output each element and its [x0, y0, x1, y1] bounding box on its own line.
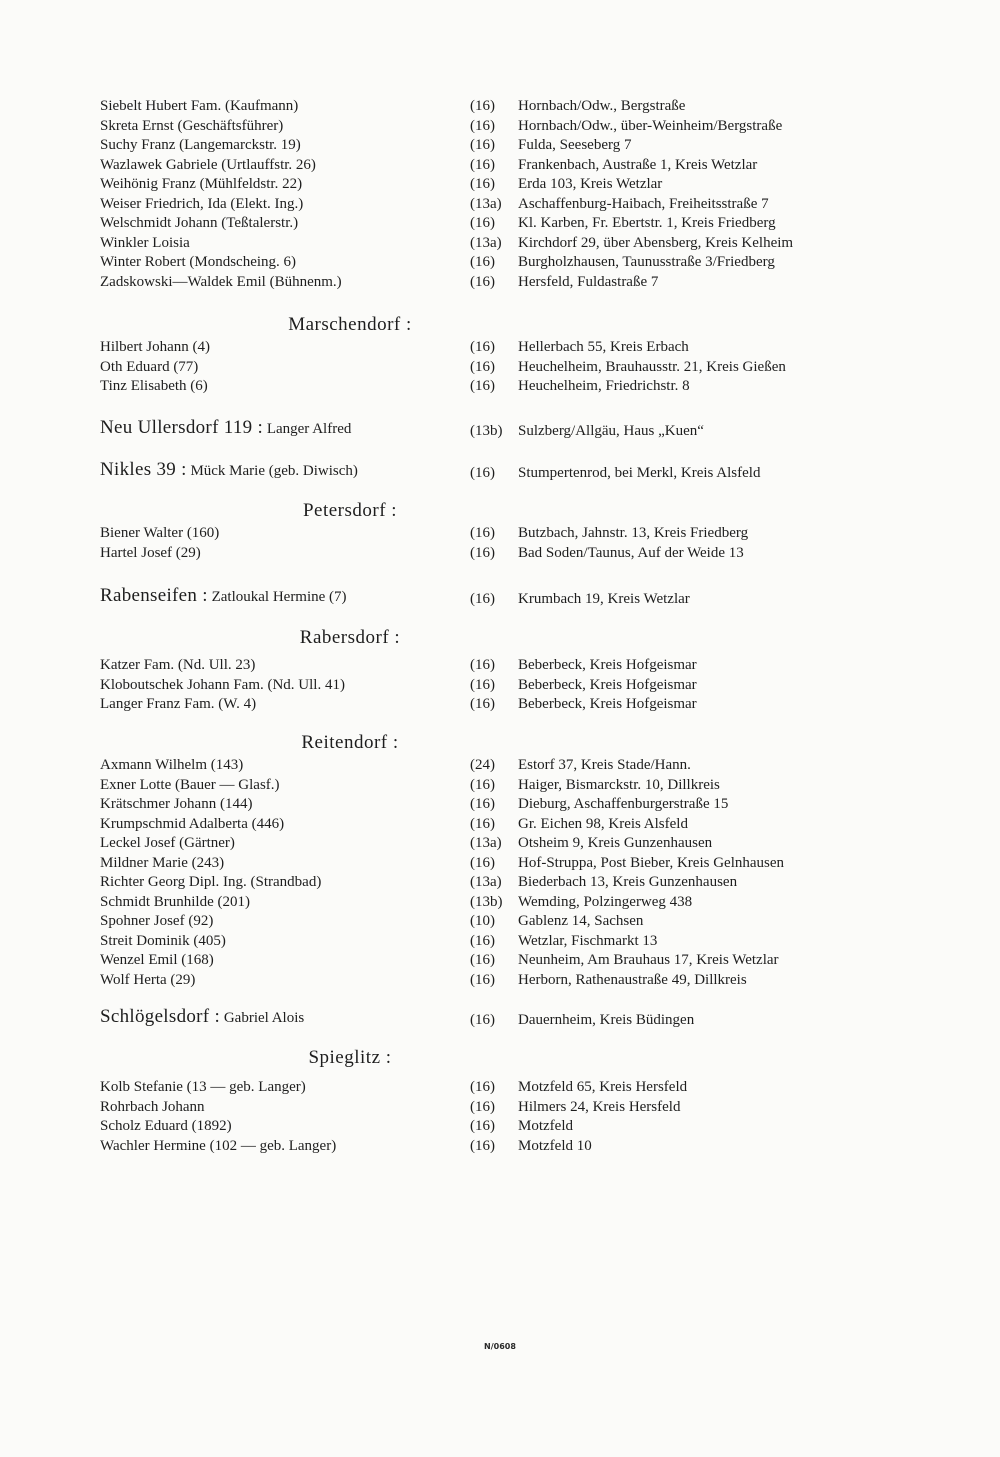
postal-zone: (16) — [470, 98, 495, 114]
postal-zone: (16) — [470, 1137, 495, 1154]
entry-row — [0, 931, 1000, 951]
postal-zone: (16) — [470, 657, 495, 673]
person-name: Biener Walter (160) — [100, 525, 220, 541]
postal-zone: (16) — [470, 696, 495, 712]
postal-zone: (16) — [470, 137, 495, 153]
postal-zone: (16) — [470, 796, 495, 812]
address: Erda 103, Kreis Wetzlar — [518, 176, 663, 192]
section-heading: Petersdorf : — [302, 500, 398, 521]
postal-zone: (16) — [470, 1012, 495, 1028]
address: Dieburg, Aschaffenburgerstraße 15 — [518, 796, 729, 812]
postal-zone: (16) — [470, 815, 495, 832]
place-name: Rabenseifen : — [100, 585, 208, 606]
address: Beberbeck, Kreis Hofgeismar — [518, 696, 697, 712]
person-name: Winter Robert (Mondscheing. 6) — [100, 254, 297, 270]
postal-zone: (16) — [470, 273, 495, 290]
person-name: Suchy Franz (Langemarckstr. 19) — [100, 137, 301, 153]
entry-row — [0, 872, 1000, 892]
address: Dauernheim, Kreis Büdingen — [518, 1012, 695, 1028]
postal-zone: (16) — [470, 339, 495, 355]
entry-row — [0, 694, 1000, 714]
person-name: Scholz Eduard (1892) — [100, 1118, 232, 1134]
person-name: Rohrbach Johann — [100, 1098, 205, 1115]
postal-zone: (13a) — [470, 835, 502, 851]
section-heading: Spieglitz : — [308, 1047, 392, 1068]
address: Wemding, Polzingerweg 438 — [518, 893, 693, 910]
postal-zone: (16) — [470, 358, 495, 375]
place-entry — [100, 586, 347, 607]
person-name: Zatloukal Hermine (7) — [211, 589, 347, 605]
address: Hornbach/Odw., Bergstraße — [518, 98, 686, 114]
person-name: Kolb Stefanie (13 — geb. Langer) — [100, 1079, 306, 1095]
section-heading: Marschendorf : — [288, 314, 412, 335]
postal-zone: (13a) — [470, 195, 502, 212]
place-entry-row — [0, 1007, 1000, 1031]
person-name: Langer Alfred — [266, 421, 352, 437]
place-entry — [100, 418, 351, 439]
person-name: Schmidt Brunhilde (201) — [100, 893, 250, 910]
entry-row — [0, 970, 1000, 990]
postal-zone: (10) — [470, 913, 495, 929]
address: Sulzberg/Allgäu, Haus „Kuen“ — [518, 423, 704, 439]
entry-row — [0, 675, 1000, 695]
address: Fulda, Seeseberg 7 — [518, 137, 632, 153]
entry-row — [0, 337, 1000, 357]
postal-zone: (16) — [470, 1098, 495, 1115]
entry-row — [0, 950, 1000, 970]
person-name: Weiser Friedrich, Ida (Elekt. Ing.) — [100, 195, 304, 212]
place-name: Nikles 39 : — [100, 459, 187, 480]
postal-zone: (16) — [470, 932, 495, 949]
entry-row — [0, 911, 1000, 931]
postal-zone: (13b) — [470, 423, 503, 439]
postal-zone: (16) — [470, 465, 495, 481]
postal-zone: (16) — [470, 952, 495, 968]
entry-row — [0, 1077, 1000, 1097]
address: Otsheim 9, Kreis Gunzenhausen — [518, 835, 713, 851]
address: Hersfeld, Fuldastraße 7 — [518, 273, 659, 290]
postal-zone: (16) — [470, 525, 495, 541]
address: Biederbach 13, Kreis Gunzenhausen — [518, 874, 738, 890]
postal-zone: (16) — [470, 176, 495, 192]
entry-row — [0, 376, 1000, 396]
person-name: Zadskowski—Waldek Emil (Bühnenm.) — [100, 273, 342, 290]
place-entry — [100, 1007, 304, 1028]
postal-zone: (16) — [470, 544, 495, 561]
person-name: Exner Lotte (Bauer — Glasf.) — [100, 776, 280, 793]
postal-zone: (16) — [470, 378, 495, 394]
postal-zone: (16) — [470, 215, 495, 231]
person-name: Wolf Herta (29) — [100, 971, 196, 988]
entry-row — [0, 794, 1000, 814]
entry-row — [0, 155, 1000, 175]
person-name: Wazlawek Gabriele (Urtlauffstr. 26) — [100, 156, 316, 173]
postal-zone: (16) — [470, 676, 495, 693]
entry-row — [0, 543, 1000, 563]
address: Bad Soden/Taunus, Auf der Weide 13 — [518, 544, 744, 561]
address: Beberbeck, Kreis Hofgeismar — [518, 676, 697, 693]
address: Aschaffenburg-Haibach, Freiheitsstraße 7 — [518, 195, 769, 212]
address: Stumpertenrod, bei Merkl, Kreis Alsfeld — [518, 465, 761, 481]
postal-zone: (16) — [470, 1118, 495, 1134]
person-name: Katzer Fam. (Nd. Ull. 23) — [100, 657, 256, 673]
address: Hornbach/Odw., über-Weinheim/Bergstraße — [518, 117, 783, 134]
postal-zone: (13a) — [470, 874, 502, 890]
entry-row — [0, 194, 1000, 214]
person-name: Welschmidt Johann (Teßtalerstr.) — [100, 215, 299, 231]
address: Gr. Eichen 98, Kreis Alsfeld — [518, 815, 688, 832]
entry-row — [0, 853, 1000, 873]
person-name: Tinz Elisabeth (6) — [100, 378, 208, 394]
entry-row — [0, 655, 1000, 675]
person-name: Kloboutschek Johann Fam. (Nd. Ull. 41) — [100, 676, 345, 693]
entry-row — [0, 96, 1000, 116]
address: Neunheim, Am Brauhaus 17, Kreis Wetzlar — [518, 952, 779, 968]
person-name: Leckel Josef (Gärtner) — [100, 835, 235, 851]
address: Estorf 37, Kreis Stade/Hann. — [518, 757, 691, 773]
address: Hellerbach 55, Kreis Erbach — [518, 339, 689, 355]
entry-row — [0, 1136, 1000, 1156]
address: Frankenbach, Austraße 1, Kreis Wetzlar — [518, 156, 758, 173]
page-code: N/0608 — [484, 1342, 516, 1351]
person-name: Wachler Hermine (102 — geb. Langer) — [100, 1137, 337, 1154]
postal-zone: (16) — [470, 971, 495, 988]
person-name: Siebelt Hubert Fam. (Kaufmann) — [100, 98, 299, 114]
address: Hof-Struppa, Post Bieber, Kreis Gelnhausen — [518, 854, 785, 871]
place-entry — [100, 460, 358, 481]
postal-zone: (16) — [470, 776, 495, 793]
entry-row — [0, 233, 1000, 253]
entry-row — [0, 174, 1000, 194]
person-name: Oth Eduard (77) — [100, 358, 199, 375]
address: Beberbeck, Kreis Hofgeismar — [518, 657, 697, 673]
person-name: Hilbert Johann (4) — [100, 339, 210, 355]
person-name: Axmann Wilhelm (143) — [100, 757, 244, 773]
entry-row — [0, 892, 1000, 912]
postal-zone: (24) — [470, 757, 495, 773]
entry-row — [0, 357, 1000, 377]
person-name: Krumpschmid Adalberta (446) — [100, 815, 285, 832]
person-name: Spohner Josef (92) — [100, 913, 214, 929]
address: Kl. Karben, Fr. Ebertstr. 1, Kreis Friedberg — [518, 215, 776, 231]
address: Heuchelheim, Brauhausstr. 21, Kreis Gießen — [518, 358, 786, 375]
person-name: Hartel Josef (29) — [100, 544, 201, 561]
entry-row — [0, 135, 1000, 155]
section-heading: Rabersdorf : — [299, 627, 401, 648]
person-name: Langer Franz Fam. (W. 4) — [100, 696, 257, 712]
address: Krumbach 19, Kreis Wetzlar — [518, 591, 690, 607]
postal-zone: (16) — [470, 591, 495, 607]
entry-row — [0, 116, 1000, 136]
address: Motzfeld 65, Kreis Hersfeld — [518, 1079, 688, 1095]
address: Wetzlar, Fischmarkt 13 — [518, 932, 658, 949]
entry-row — [0, 252, 1000, 272]
person-name: Richter Georg Dipl. Ing. (Strandbad) — [100, 874, 322, 890]
place-entry-row — [0, 418, 1000, 442]
postal-zone: (16) — [470, 117, 495, 134]
person-name: Gabriel Alois — [223, 1010, 305, 1026]
address: Motzfeld — [518, 1118, 573, 1134]
address: Butzbach, Jahnstr. 13, Kreis Friedberg — [518, 525, 749, 541]
postal-zone: (16) — [470, 1079, 495, 1095]
entry-row — [0, 1116, 1000, 1136]
address: Hilmers 24, Kreis Hersfeld — [518, 1098, 681, 1115]
section-heading: Reitendorf : — [301, 732, 399, 753]
postal-zone: (16) — [470, 156, 495, 173]
person-name: Winkler Loisia — [100, 234, 190, 251]
address: Motzfeld 10 — [518, 1137, 592, 1154]
entry-row — [0, 833, 1000, 853]
address: Burgholzhausen, Taunusstraße 3/Friedberg — [518, 254, 775, 270]
postal-zone: (16) — [470, 854, 495, 871]
person-name: Mück Marie (geb. Diwisch) — [190, 463, 358, 479]
address: Herborn, Rathenaustraße 49, Dillkreis — [518, 971, 747, 988]
address: Kirchdorf 29, über Abensberg, Kreis Kelheim — [518, 234, 794, 251]
person-name: Wenzel Emil (168) — [100, 952, 214, 968]
entry-row — [0, 213, 1000, 233]
entry-row — [0, 775, 1000, 795]
entry-row — [0, 814, 1000, 834]
address: Haiger, Bismarckstr. 10, Dillkreis — [518, 776, 720, 793]
postal-zone: (13b) — [470, 893, 503, 910]
place-name: Neu Ullersdorf 119 : — [100, 417, 264, 438]
person-name: Mildner Marie (243) — [100, 854, 225, 871]
place-entry-row — [0, 460, 1000, 484]
postal-zone: (13a) — [470, 234, 502, 251]
entry-row — [0, 523, 1000, 543]
place-entry-row — [0, 586, 1000, 610]
person-name: Krätschmer Johann (144) — [100, 796, 253, 812]
person-name: Weihönig Franz (Mühlfeldstr. 22) — [100, 176, 303, 192]
entry-row — [0, 272, 1000, 292]
address: Gablenz 14, Sachsen — [518, 913, 644, 929]
entry-row — [0, 1097, 1000, 1117]
person-name: Skreta Ernst (Geschäftsführer) — [100, 117, 284, 134]
person-name: Streit Dominik (405) — [100, 932, 226, 949]
entry-row — [0, 755, 1000, 775]
address: Heuchelheim, Friedrichstr. 8 — [518, 378, 690, 394]
place-name: Schlögelsdorf : — [100, 1006, 221, 1027]
postal-zone: (16) — [470, 254, 495, 270]
